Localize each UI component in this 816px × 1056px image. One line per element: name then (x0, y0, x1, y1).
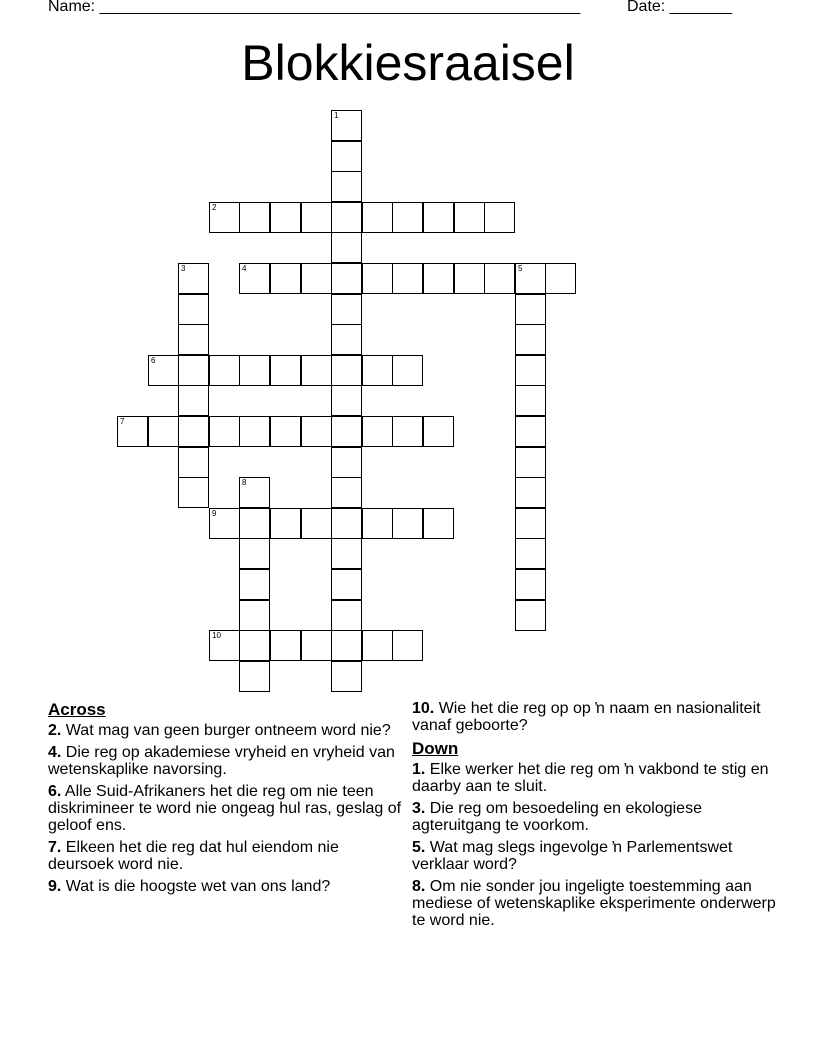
crossword-cell[interactable] (331, 324, 362, 355)
cell-number: 1 (334, 111, 339, 120)
crossword-cell[interactable] (331, 569, 362, 600)
crossword-cell[interactable] (178, 355, 209, 386)
crossword-cell[interactable] (423, 508, 454, 539)
crossword-cell[interactable] (515, 600, 546, 631)
name-field-label: Name: ______________________________________________________ (48, 0, 581, 15)
crossword-cell[interactable] (209, 630, 240, 661)
crossword-cell[interactable] (209, 355, 240, 386)
crossword-cell[interactable] (331, 263, 362, 294)
clue-text: Wat is die hoogste wet van ons land? (65, 878, 331, 895)
crossword-cell[interactable] (239, 416, 270, 447)
date-field-label: Date: _______ (627, 0, 732, 15)
clue-number: 5. (412, 839, 426, 856)
page-title: Blokkiesraaisel (241, 35, 575, 91)
cell-number: 7 (120, 417, 125, 426)
crossword-cell[interactable] (148, 355, 179, 386)
clue-number: 7. (48, 839, 62, 856)
crossword-cell[interactable] (392, 508, 423, 539)
crossword-cell[interactable] (209, 508, 240, 539)
crossword-cell[interactable] (392, 202, 423, 233)
crossword-cell[interactable] (392, 355, 423, 386)
crossword-cell[interactable] (392, 630, 423, 661)
crossword-cell[interactable] (545, 263, 576, 294)
crossword-cell[interactable] (239, 355, 270, 386)
across-clue-10 (412, 700, 782, 734)
crossword-cell[interactable] (301, 416, 332, 447)
clues-right-column (412, 700, 782, 934)
crossword-cell[interactable] (331, 661, 362, 692)
crossword-cell[interactable] (515, 508, 546, 539)
crossword-cell[interactable] (270, 263, 301, 294)
crossword-cell[interactable] (484, 263, 515, 294)
crossword-cell[interactable] (423, 263, 454, 294)
crossword-cell[interactable] (331, 202, 362, 233)
crossword-cell[interactable] (178, 447, 209, 478)
clue-number: 2. (48, 722, 62, 739)
crossword-cell[interactable] (239, 202, 270, 233)
crossword-cell[interactable] (239, 630, 270, 661)
clue-text: Elke werker het die reg om ŉ vakbond te stig en daarby aan te sluit. (412, 761, 769, 795)
crossword-cell[interactable] (362, 202, 393, 233)
crossword-cell[interactable] (331, 232, 362, 263)
cell-number: 2 (212, 203, 217, 212)
crossword-cell[interactable] (331, 171, 362, 202)
crossword-cell[interactable] (423, 416, 454, 447)
crossword-cell[interactable] (331, 141, 362, 172)
clue-text: Wat mag van geen burger ontneem word nie? (65, 722, 391, 739)
crossword-cell[interactable] (270, 508, 301, 539)
crossword-cell[interactable] (331, 110, 362, 141)
down-clue-3 (412, 800, 782, 834)
cell-number: 3 (181, 264, 186, 273)
crossword-cell[interactable] (331, 447, 362, 478)
clue-text: Wie het die reg op op ŉ naam en nasionaliteit vanaf geboorte? (412, 700, 761, 734)
clue-number: 4. (48, 744, 62, 761)
crossword-cell[interactable] (301, 202, 332, 233)
crossword-cell[interactable] (362, 355, 393, 386)
clues-left-column (48, 700, 408, 900)
crossword-cell[interactable] (454, 202, 485, 233)
crossword-cell[interactable] (362, 263, 393, 294)
clue-text: Alle Suid-Afrikaners het die reg om nie teen diskrimineer te word nie ongeag hul ras, geslag of geloof ens. (48, 783, 402, 834)
down-clue-8 (412, 878, 782, 929)
clue-text: Wat mag slegs ingevolge ŉ Parlementswet verklaar word? (412, 839, 733, 873)
crossword-cell[interactable] (392, 416, 423, 447)
crossword-cell[interactable] (515, 324, 546, 355)
clue-number: 9. (48, 878, 62, 895)
crossword-cell[interactable] (331, 508, 362, 539)
clue-number: 3. (412, 800, 426, 817)
across-clue-4 (48, 744, 408, 778)
crossword-cell[interactable] (239, 600, 270, 631)
crossword-cell[interactable] (239, 263, 270, 294)
crossword-cell[interactable] (362, 416, 393, 447)
crossword-cell[interactable] (454, 263, 485, 294)
crossword-cell[interactable] (301, 263, 332, 294)
across-clue-6 (48, 783, 408, 834)
crossword-cell[interactable] (178, 385, 209, 416)
crossword-cell[interactable] (515, 538, 546, 569)
across-clue-2 (48, 722, 408, 739)
crossword-cell[interactable] (270, 202, 301, 233)
crossword-cell[interactable] (331, 385, 362, 416)
crossword-cell[interactable] (515, 447, 546, 478)
crossword-cell[interactable] (178, 477, 209, 508)
crossword-cell[interactable] (239, 538, 270, 569)
crossword-cell[interactable] (178, 263, 209, 294)
crossword-cell[interactable] (301, 355, 332, 386)
crossword-cell[interactable] (209, 202, 240, 233)
across-heading: Across (48, 700, 106, 719)
crossword-cell[interactable] (178, 416, 209, 447)
cell-number: 4 (242, 264, 247, 273)
crossword-cell[interactable] (239, 477, 270, 508)
down-heading: Down (412, 739, 459, 758)
cell-number: 5 (518, 264, 523, 273)
crossword-cell[interactable] (515, 355, 546, 386)
clue-text: Elkeen het die reg dat hul eiendom nie deursoek word nie. (48, 839, 339, 873)
crossword-cell[interactable] (515, 385, 546, 416)
crossword-cell[interactable] (301, 630, 332, 661)
clue-number: 6. (48, 783, 62, 800)
cell-number: 10 (212, 631, 221, 640)
crossword-cell[interactable] (270, 416, 301, 447)
clue-text: Om nie sonder jou ingeligte toestemming aan mediese of wetenskaplike eksperimente onderwerp te word nie. (412, 878, 776, 929)
crossword-cell[interactable] (362, 508, 393, 539)
crossword-cell[interactable] (178, 294, 209, 325)
across-clue-7 (48, 839, 408, 873)
clue-text: Die reg op akademiese vryheid en vryheid van wetenskaplike navorsing. (48, 744, 395, 778)
crossword-cell[interactable] (148, 416, 179, 447)
clue-number: 1. (412, 761, 426, 778)
clue-text: Die reg om besoedeling en ekologiese agteruitgang te voorkom. (412, 800, 702, 834)
cell-number: 9 (212, 509, 217, 518)
crossword-cell[interactable] (331, 600, 362, 631)
crossword-cell[interactable] (331, 538, 362, 569)
crossword-cell[interactable] (301, 508, 332, 539)
cell-number: 6 (151, 356, 156, 365)
crossword-cell[interactable] (362, 630, 393, 661)
across-clue-9 (48, 878, 408, 895)
crossword-cell[interactable] (239, 661, 270, 692)
crossword-cell[interactable] (515, 294, 546, 325)
crossword-cell[interactable] (515, 416, 546, 447)
crossword-cell[interactable] (239, 569, 270, 600)
crossword-cell[interactable] (331, 630, 362, 661)
crossword-cell[interactable] (331, 294, 362, 325)
crossword-cell[interactable] (117, 416, 148, 447)
crossword-cell[interactable] (331, 477, 362, 508)
clue-number: 10. (412, 700, 435, 717)
clue-number: 8. (412, 878, 426, 895)
crossword-cell[interactable] (515, 569, 546, 600)
crossword-cell[interactable] (423, 202, 454, 233)
crossword-cell[interactable] (270, 355, 301, 386)
crossword-cell[interactable] (515, 263, 546, 294)
crossword-cell[interactable] (331, 416, 362, 447)
down-clue-5 (412, 839, 782, 873)
crossword-cell[interactable] (392, 263, 423, 294)
crossword-cell[interactable] (331, 355, 362, 386)
crossword-cell[interactable] (270, 630, 301, 661)
crossword-cell[interactable] (515, 477, 546, 508)
down-clue-1 (412, 761, 782, 795)
crossword-cell[interactable] (178, 324, 209, 355)
crossword-cell[interactable] (484, 202, 515, 233)
cell-number: 8 (242, 478, 247, 487)
crossword-cell[interactable] (239, 508, 270, 539)
crossword-cell[interactable] (209, 416, 240, 447)
